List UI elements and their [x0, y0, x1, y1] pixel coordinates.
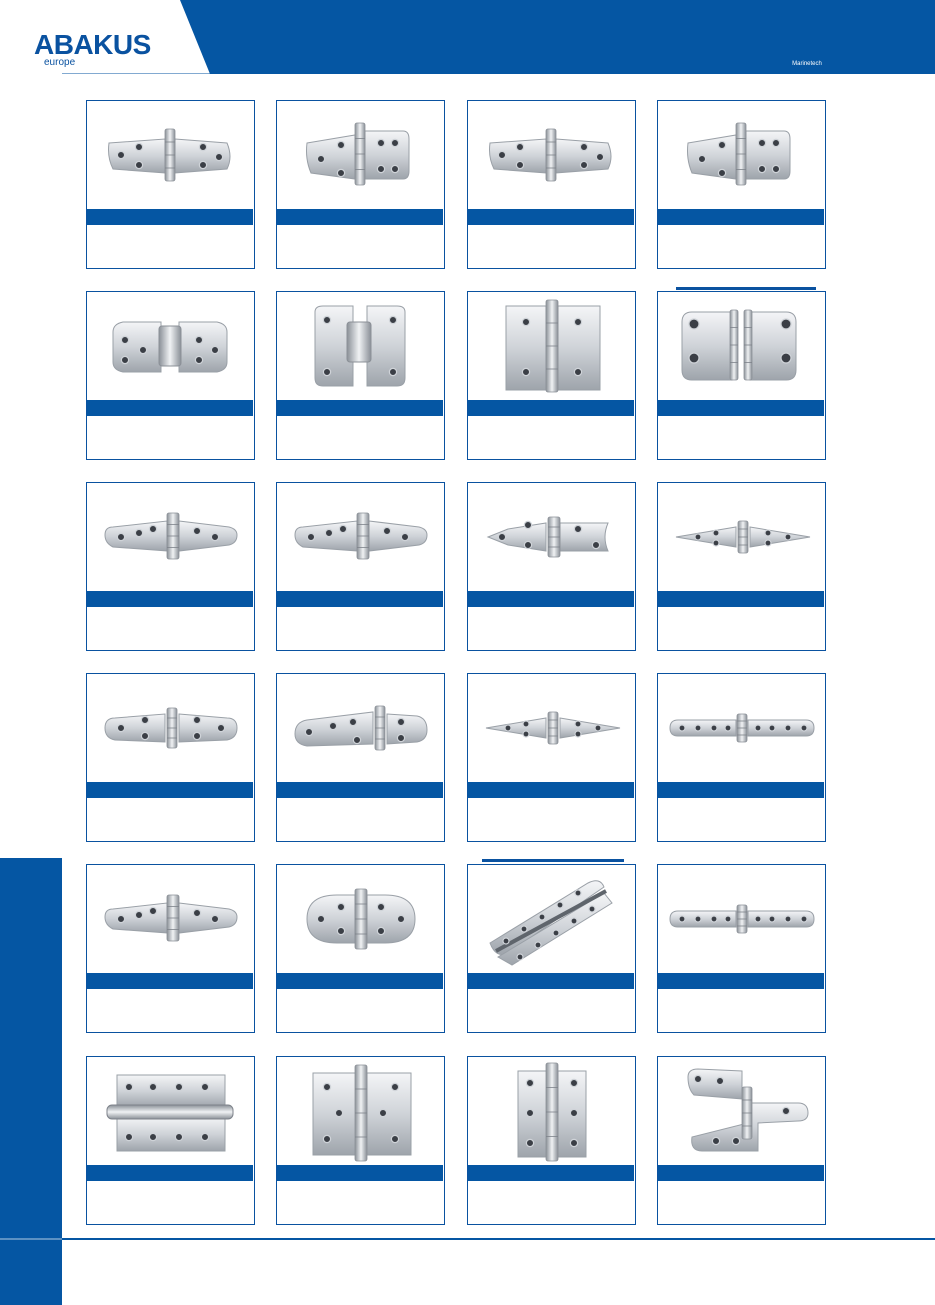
screw-hole-icon — [397, 915, 404, 922]
screw-hole-icon — [570, 1079, 577, 1086]
screw-hole-icon — [521, 926, 527, 932]
card-tab-accent — [482, 859, 624, 862]
hinge-knuckle-icon — [496, 891, 606, 951]
hinge-plate-icon — [367, 306, 405, 386]
screw-hole-icon — [769, 916, 775, 922]
screw-hole-icon — [765, 530, 771, 536]
card-title-bar — [468, 782, 634, 798]
screw-hole-icon — [377, 139, 384, 146]
screw-hole-icon — [523, 731, 529, 737]
screw-hole-icon — [498, 533, 505, 540]
hinge-photo — [87, 865, 253, 973]
card-caption — [93, 993, 247, 1029]
hinge-plate-icon — [367, 895, 415, 943]
brand-name: ABAKUS — [34, 29, 151, 60]
screw-hole-icon — [125, 1133, 132, 1140]
screw-hole-icon — [535, 942, 541, 948]
screw-hole-icon — [391, 1135, 398, 1142]
product-card — [467, 291, 636, 460]
screw-hole-icon — [725, 916, 731, 922]
screw-hole-icon — [307, 533, 314, 540]
screw-hole-icon — [516, 161, 523, 168]
card-title-bar — [468, 973, 634, 989]
hinge-plate-icon — [179, 521, 237, 551]
card-caption — [664, 802, 818, 838]
hinge-plate-icon — [486, 718, 546, 738]
screw-hole-icon — [215, 153, 222, 160]
card-caption — [93, 229, 247, 265]
product-card — [276, 1056, 445, 1225]
screw-hole-icon — [539, 914, 545, 920]
screw-hole-icon — [711, 725, 717, 731]
screw-hole-icon — [758, 165, 765, 172]
screw-hole-icon — [574, 318, 581, 325]
hinge-plate-icon — [179, 903, 237, 933]
screw-hole-icon — [379, 1109, 386, 1116]
screw-hole-icon — [117, 915, 124, 922]
card-caption — [93, 420, 247, 456]
hinge-knuckle-icon — [107, 1105, 233, 1119]
screw-hole-icon — [201, 1133, 208, 1140]
screw-hole-icon — [353, 736, 360, 743]
hinge-plate-icon — [179, 322, 227, 372]
product-card — [467, 864, 636, 1033]
product-card — [276, 482, 445, 651]
card-caption — [474, 420, 628, 456]
hinge-photo — [658, 101, 824, 209]
screw-hole-icon — [694, 1075, 701, 1082]
screw-hole-icon — [389, 316, 396, 323]
screw-hole-icon — [524, 521, 531, 528]
screw-hole-icon — [698, 155, 705, 162]
card-caption — [474, 802, 628, 838]
screw-hole-icon — [769, 725, 775, 731]
hinge-photo — [87, 1057, 253, 1165]
hinge-plate-icon — [676, 527, 736, 547]
hinge-photo — [277, 483, 443, 591]
product-card — [657, 291, 826, 460]
screw-hole-icon — [391, 139, 398, 146]
hinge-photo — [658, 483, 824, 591]
card-title-bar — [468, 591, 634, 607]
hinge-plate-icon — [488, 523, 546, 551]
hinge-knuckle-icon — [159, 326, 181, 366]
card-caption — [93, 611, 247, 647]
screw-hole-icon — [516, 143, 523, 150]
screw-hole-icon — [135, 161, 142, 168]
card-title-bar — [277, 591, 443, 607]
screw-hole-icon — [211, 533, 218, 540]
hinge-photo — [277, 865, 443, 973]
card-title-bar — [468, 1165, 634, 1181]
hinge-photo — [87, 483, 253, 591]
screw-hole-icon — [772, 165, 779, 172]
screw-hole-icon — [755, 916, 761, 922]
screw-hole-icon — [523, 721, 529, 727]
screw-hole-icon — [574, 525, 581, 532]
screw-hole-icon — [175, 1083, 182, 1090]
hinge-plate-icon — [688, 1069, 742, 1099]
screw-hole-icon — [801, 725, 807, 731]
screw-hole-icon — [679, 725, 685, 731]
screw-hole-icon — [323, 1135, 330, 1142]
card-caption — [283, 802, 437, 838]
screw-hole-icon — [217, 724, 224, 731]
product-card — [657, 100, 826, 269]
card-title-bar — [277, 782, 443, 798]
product-card — [657, 864, 826, 1033]
card-title-bar — [277, 400, 443, 416]
screw-hole-icon — [713, 530, 719, 536]
screw-hole-icon — [580, 143, 587, 150]
hinge-photo — [277, 1057, 443, 1165]
screw-hole-icon — [557, 902, 563, 908]
card-title-bar — [87, 591, 253, 607]
screw-hole-icon — [571, 918, 577, 924]
hinge-plate-icon — [105, 714, 165, 742]
screw-hole-icon — [125, 1083, 132, 1090]
screw-hole-icon — [772, 139, 779, 146]
hinge-photo — [277, 292, 443, 400]
card-title-bar — [658, 973, 824, 989]
hinge-plate-icon — [560, 523, 608, 551]
screw-hole-icon — [397, 718, 404, 725]
card-caption — [474, 1185, 628, 1221]
screw-hole-icon — [121, 336, 128, 343]
screw-hole-icon — [389, 368, 396, 375]
screw-hole-icon — [391, 165, 398, 172]
screw-hole-icon — [592, 541, 599, 548]
screw-hole-icon — [305, 728, 312, 735]
screw-hole-icon — [526, 1079, 533, 1086]
screw-hole-icon — [199, 143, 206, 150]
screw-hole-icon — [732, 1137, 739, 1144]
screw-hole-icon — [589, 906, 595, 912]
screw-hole-icon — [317, 915, 324, 922]
screw-hole-icon — [595, 725, 601, 731]
screw-hole-icon — [339, 525, 346, 532]
screw-hole-icon — [505, 725, 511, 731]
hinge-plate-icon — [295, 521, 357, 551]
card-title-bar — [658, 1165, 824, 1181]
screw-hole-icon — [323, 1083, 330, 1090]
card-caption — [474, 229, 628, 265]
screw-hole-icon — [135, 143, 142, 150]
card-title-bar — [87, 782, 253, 798]
screw-hole-icon — [785, 534, 791, 540]
screw-hole-icon — [117, 533, 124, 540]
screw-hole-icon — [149, 907, 156, 914]
screw-hole-icon — [782, 1107, 789, 1114]
card-caption — [93, 1185, 247, 1221]
hinge-plate-icon — [307, 135, 356, 179]
screw-hole-icon — [337, 141, 344, 148]
hinge-plate-icon — [113, 322, 161, 372]
screw-hole-icon — [524, 541, 531, 548]
hinge-photo — [277, 674, 443, 782]
emblem-label: Marinetech — [792, 61, 822, 67]
screw-hole-icon — [397, 734, 404, 741]
hinge-plate-icon — [750, 527, 810, 547]
brand-sub: europe — [44, 57, 76, 68]
screw-hole-icon — [139, 346, 146, 353]
card-title-bar — [277, 973, 443, 989]
screw-hole-icon — [575, 721, 581, 727]
screw-hole-icon — [570, 1139, 577, 1146]
screw-hole-icon — [755, 725, 761, 731]
card-tab-accent — [676, 287, 816, 290]
card-caption — [664, 611, 818, 647]
card-caption — [664, 229, 818, 265]
hinge-plate-icon — [369, 521, 427, 551]
screw-hole-icon — [716, 1077, 723, 1084]
card-title-bar — [468, 400, 634, 416]
screw-hole-icon — [377, 903, 384, 910]
hinge-plate-icon — [105, 521, 167, 551]
hinge-photo — [87, 101, 253, 209]
screw-hole-icon — [141, 732, 148, 739]
hinge-photo — [468, 292, 634, 400]
screw-hole-icon — [195, 356, 202, 363]
card-caption — [283, 1185, 437, 1221]
screw-hole-icon — [695, 534, 701, 540]
hinge-plate-icon — [688, 135, 737, 179]
screw-hole-icon — [498, 151, 505, 158]
screw-hole-icon — [323, 368, 330, 375]
card-caption — [283, 420, 437, 456]
screw-hole-icon — [713, 540, 719, 546]
product-card — [276, 291, 445, 460]
product-card — [467, 673, 636, 842]
hinge-plate-icon — [307, 895, 355, 943]
screw-hole-icon — [801, 916, 807, 922]
screw-hole-icon — [337, 927, 344, 934]
screw-hole-icon — [335, 1109, 342, 1116]
screw-hole-icon — [199, 161, 206, 168]
screw-hole-icon — [337, 903, 344, 910]
screw-hole-icon — [785, 916, 791, 922]
hinge-photo — [468, 674, 634, 782]
screw-hole-icon — [325, 529, 332, 536]
product-card — [467, 100, 636, 269]
screw-hole-icon — [149, 1083, 156, 1090]
card-title-bar — [87, 209, 253, 225]
hinge-photo — [658, 292, 824, 400]
product-card — [86, 291, 255, 460]
screw-hole-icon — [329, 722, 336, 729]
screw-hole-icon — [323, 316, 330, 323]
card-title-bar — [87, 400, 253, 416]
hinge-plate-icon — [746, 131, 790, 179]
screw-hole-icon — [193, 909, 200, 916]
screw-hole-icon — [193, 732, 200, 739]
product-card — [86, 482, 255, 651]
screw-hole-icon — [149, 525, 156, 532]
anchor-emblem-icon — [0, 0, 48, 42]
screw-hole-icon — [570, 1109, 577, 1116]
screw-hole-icon — [718, 169, 725, 176]
hinge-photo — [468, 101, 634, 209]
screw-hole-icon — [517, 954, 523, 960]
screw-hole-icon — [711, 916, 717, 922]
page-header — [0, 0, 935, 74]
screw-hole-icon — [781, 319, 791, 329]
card-caption — [664, 1185, 818, 1221]
screw-hole-icon — [337, 169, 344, 176]
screw-hole-icon — [211, 346, 218, 353]
hinge-plate-icon — [560, 718, 620, 738]
hinge-photo — [468, 483, 634, 591]
hinge-photo — [468, 1057, 634, 1165]
product-card — [467, 1056, 636, 1225]
screw-hole-icon — [725, 725, 731, 731]
screw-hole-icon — [679, 916, 685, 922]
card-title-bar — [468, 209, 634, 225]
screw-hole-icon — [689, 353, 699, 363]
screw-hole-icon — [117, 151, 124, 158]
screw-hole-icon — [121, 356, 128, 363]
hinge-plate-icon — [179, 714, 237, 742]
hinge-plate-icon — [105, 903, 167, 933]
screw-hole-icon — [695, 725, 701, 731]
screw-hole-icon — [522, 368, 529, 375]
screw-hole-icon — [193, 716, 200, 723]
screw-hole-icon — [503, 938, 509, 944]
product-card — [276, 673, 445, 842]
card-caption — [474, 611, 628, 647]
card-title-bar — [658, 209, 824, 225]
screw-hole-icon — [580, 161, 587, 168]
hinge-plate-icon — [387, 714, 427, 744]
screw-hole-icon — [785, 725, 791, 731]
screw-hole-icon — [553, 930, 559, 936]
screw-hole-icon — [383, 527, 390, 534]
hinge-photo — [87, 674, 253, 782]
card-title-bar — [277, 209, 443, 225]
product-card — [657, 1056, 826, 1225]
card-title-bar — [87, 1165, 253, 1181]
screw-hole-icon — [522, 318, 529, 325]
card-caption — [664, 993, 818, 1029]
card-caption — [283, 611, 437, 647]
card-caption — [93, 802, 247, 838]
card-caption — [474, 993, 628, 1029]
screw-hole-icon — [201, 1083, 208, 1090]
product-card — [657, 482, 826, 651]
screw-hole-icon — [149, 1133, 156, 1140]
screw-hole-icon — [526, 1139, 533, 1146]
card-title-bar — [277, 1165, 443, 1181]
screw-hole-icon — [211, 915, 218, 922]
hinge-photo — [277, 101, 443, 209]
screw-hole-icon — [193, 527, 200, 534]
screw-hole-icon — [689, 319, 699, 329]
card-title-bar — [87, 973, 253, 989]
screw-hole-icon — [718, 141, 725, 148]
hinge-photo — [468, 865, 634, 973]
screw-hole-icon — [526, 1109, 533, 1116]
card-title-bar — [658, 400, 824, 416]
hinge-photo — [658, 1057, 824, 1165]
screw-hole-icon — [175, 1133, 182, 1140]
screw-hole-icon — [401, 533, 408, 540]
card-title-bar — [658, 591, 824, 607]
card-caption — [283, 993, 437, 1029]
hinge-photo — [658, 865, 824, 973]
screw-hole-icon — [596, 153, 603, 160]
screw-hole-icon — [349, 718, 356, 725]
footer-divider-left — [0, 1238, 62, 1240]
product-card — [86, 1056, 255, 1225]
screw-hole-icon — [135, 911, 142, 918]
product-card — [657, 673, 826, 842]
product-card — [276, 100, 445, 269]
hinge-plate-icon — [117, 1075, 225, 1107]
hinge-photo — [658, 674, 824, 782]
hinge-plate-icon — [365, 131, 409, 179]
product-card — [467, 482, 636, 651]
footer-divider — [62, 1238, 935, 1240]
screw-hole-icon — [141, 716, 148, 723]
product-card — [86, 100, 255, 269]
screw-hole-icon — [574, 368, 581, 375]
product-card — [86, 864, 255, 1033]
card-title-bar — [658, 782, 824, 798]
screw-hole-icon — [377, 927, 384, 934]
brand-logo — [34, 30, 174, 70]
product-card — [86, 673, 255, 842]
screw-hole-icon — [765, 540, 771, 546]
card-caption — [283, 229, 437, 265]
screw-hole-icon — [575, 731, 581, 737]
screw-hole-icon — [135, 529, 142, 536]
screw-hole-icon — [317, 155, 324, 162]
card-caption — [664, 420, 818, 456]
hinge-plate-icon — [367, 1073, 411, 1155]
screw-hole-icon — [781, 353, 791, 363]
hinge-photo — [87, 292, 253, 400]
screw-hole-icon — [117, 724, 124, 731]
hinge-knuckle-icon — [347, 322, 371, 362]
screw-hole-icon — [712, 1137, 719, 1144]
screw-hole-icon — [391, 1083, 398, 1090]
screw-hole-icon — [195, 336, 202, 343]
screw-hole-icon — [758, 139, 765, 146]
screw-hole-icon — [695, 916, 701, 922]
screw-hole-icon — [575, 890, 581, 896]
screw-hole-icon — [377, 165, 384, 172]
product-card — [276, 864, 445, 1033]
hinge-plate-icon — [117, 1117, 225, 1151]
